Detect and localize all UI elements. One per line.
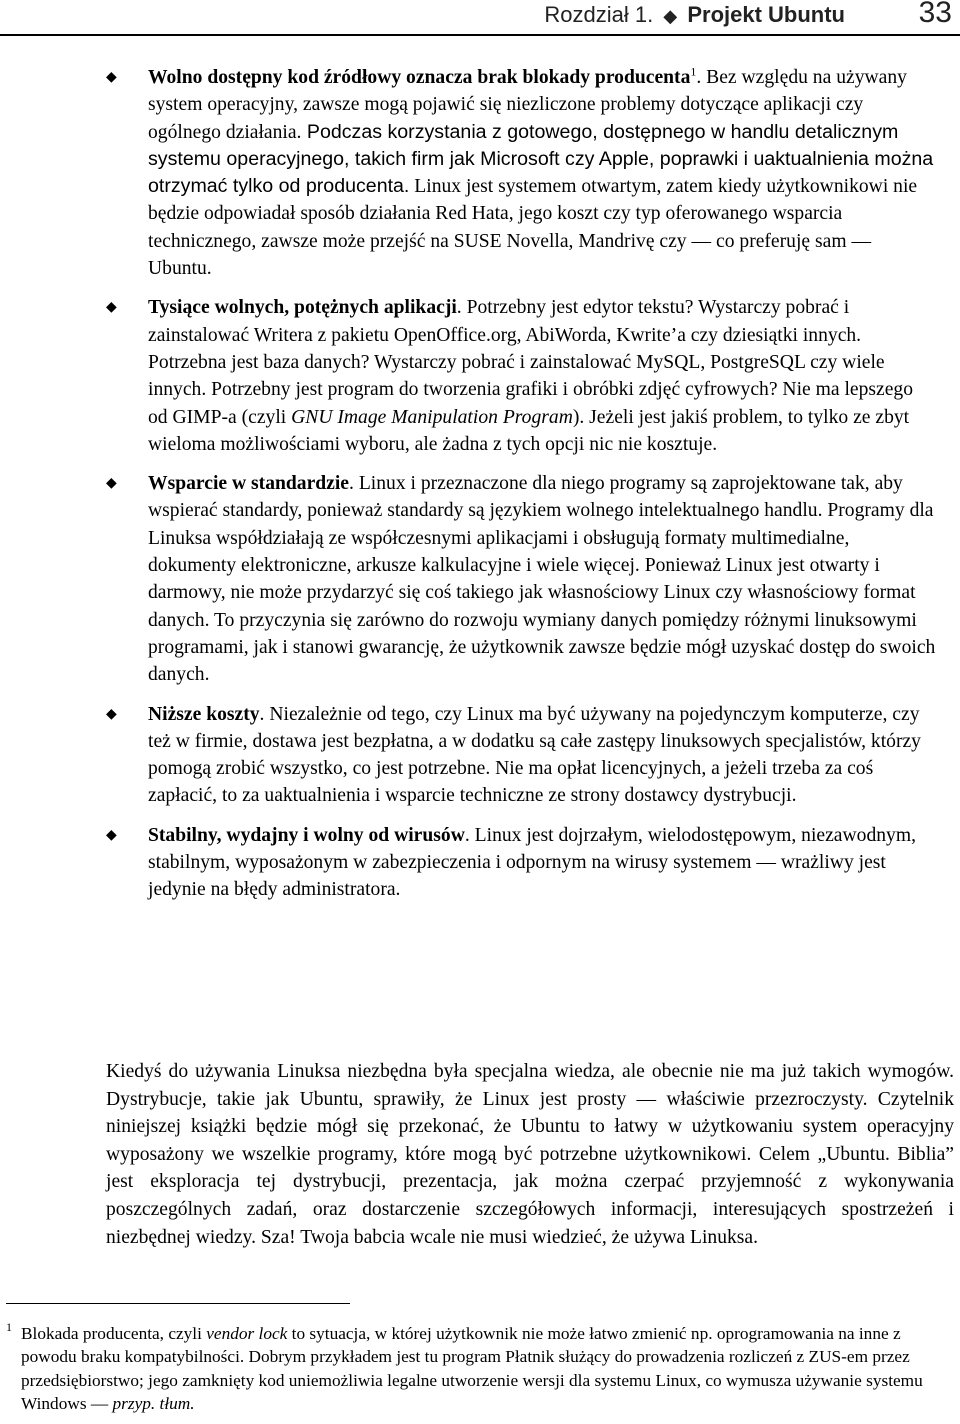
bullet-text: . Potrzebny jest edytor tekstu? Wystarczy pobrać i zainstalować Writera z pakietu OpenOffice.org, AbiWorda, Kwrite’a czy dziesiątki innych. Potrzebna jest baza danych? Wystarczy pobrać i zainstalować MySQL, PostgreSQL czy wiele innych. Potrzebny jest program do tworzenia grafiki i obróbki zdjęć cyfrowych? Nie ma lepszego od GIMP-a (czyli [148,297,913,428]
bullet-lead: Stabilny, wydajny i wolny od wirusów [148,824,465,846]
bullet-item-stability [106,822,936,904]
bullet-text: . Linux i przeznaczone dla niego programy są zaprojektowane tak, aby wspierać standardy, ponieważ standardy są językiem wolnego intelektualnego handlu. Programy dla Linuksa współdziałają ze współczesnymi aplikacjami i obsługują formaty multimedialne, dokumenty elektroniczne, arkusze kalkulacyjne i wiele więcej. Ponieważ Linux jest otwarty i darmowy, nie może przydarzyć się coś takiego jak własnościowy Linux czy własnościowy format danych. To przyczynia się zarówno do rozwoju wymiany danych pomiędzy różnymi linuksowymi programami, jak i stanowi gwarancję, że użytkownik zawsze będzie mógł uzyskać dostęp do swoich danych. [148,473,936,686]
running-head [544,2,845,28]
page-header [0,0,960,40]
diamond-bullet-icon: ◆ [106,475,117,492]
bullet-list [106,64,936,916]
bullet-lead: Wolno dostępny kod źródłowy oznacza brak blokady producenta [148,67,691,88]
bullet-italic: GNU Image Manipulation Program [291,406,573,428]
footnote [6,1322,954,1416]
footnote-ref: 1 [690,64,697,79]
body-paragraph: Kiedyś do używania Linuksa niezbędna była specjalna wiedza, ale obecnie nie ma już takich wymogów. Dystrybucje, takie jak Ubuntu, sprawiły, że Linux jest prosty — właściwie przezroczysty. Czytelnik niniejszej książki będzie mógł się przekonać, że Ubuntu to łatwy w użytkowaniu system operacyjny wyposażony we wszelkie programy, które mogą być potrzebne użytkownikowi. Celem „Ubuntu. Biblia” jest eksploracja tej dystrybucji, prezentacja, jak można czerpać przyjemność z wykonywania poszczególnych zadań, oraz dostarczenie szczegółowych informacji, interesujących spostrzeżeń i niezbędnej wiedzy. Sza! Twoja babcia wcale nie musi wiedzieć, że używa Linuksa. [106,1061,954,1248]
bullet-text: . Bez względu na używany system operacyjny, zawsze mogą pojawić się niezliczone problemy dotyczące aplikacji czy ogólnego działania. [148,67,907,143]
diamond-bullet-icon: ◆ [106,826,117,843]
footnote-text: Blokada producenta, czyli [21,1324,207,1343]
footnote-rule [6,1303,350,1304]
header-rule [0,34,960,36]
footnote-italic: vendor lock [206,1324,288,1343]
bullet-text: . Linux jest dojrzałym, wielodostępowym, niezawodnym, stabilnym, wyposażonym w zabezpieczenia i odpornym na wirusy systemem — wrażliwy jest jedynie na błędy administratora. [148,824,916,901]
bullet-item-applications [106,294,936,458]
diamond-bullet-icon: ◆ [106,705,117,722]
bullet-text: . Niezależnie od tego, czy Linux ma być używany na pojedynczym komputerze, czy też w firmie, dostawa jest bezpłatna, a w dodatku są całe zastępy linuksowych specjalistów, którzy pomogą zrobić wszystko, co jest potrzebne. Nie ma opłat licencyjnych, a jeżeli trzeba za coś zapłacić, to za uaktualnienia i wsparcie techniczne ze strony dostawcy dystrybucji. [148,703,921,807]
diamond-bullet-icon: ◆ [106,69,117,85]
bullet-item-vendor-lock [106,64,936,282]
bullet-text-cont: ). Jeżeli jest jakiś problem, to tylko ze zbyt wieloma możliwościami wyboru, ale żadna z tych opcji nic nie kosztuje. [148,406,910,455]
bullet-item-costs [106,701,936,810]
footnote-number: 1 [6,1320,12,1334]
diamond-icon: ◆ [663,6,678,26]
diamond-bullet-icon: ◆ [106,299,117,316]
chapter-title: Projekt Ubuntu [687,2,845,27]
bullet-text-sans: Podczas korzystania z gotowego, dostępnego w handlu detalicznym systemu operacyjnego, takich firm jak Microsoft czy Apple, poprawki i uaktualnienia można otrzymać tylko od producenta. [148,120,934,198]
chapter-label: Rozdział 1. [544,2,654,27]
bullet-lead: Niższe koszty [148,703,260,725]
footnote-translator-note: przyp. tłum. [112,1394,195,1414]
bullet-lead: Wsparcie w standardzie [148,473,350,495]
footnote-text-cont: to sytuacja, w której użytkownik nie może łatwo zmienić np. oprogramowania na inne z powodu braku kompatybilności. Dobrym przykładem jest tu program Płatnik służący do prowadzenia rozliczeń z ZUS-em przez przedsiębiorstwo; jego zamknięty kod uniemożliwia legalne utworzenie wersji dla systemu Linux, co wymusza używanie systemu Windows — [21,1324,923,1414]
footnote-body [6,1322,954,1416]
page-number: 33 [918,0,952,29]
bullet-item-standards [106,470,936,688]
bullet-lead: Tysiące wolnych, potężnych aplikacji [148,297,457,319]
bullet-text-cont: Linux jest systemem otwartym, zatem kiedy użytkownikowi nie będzie odpowiadał sposób działania Red Hata, jego koszt czy typ oferowanego wsparcia technicznego, zawsze może przejść na SUSE Novella, Mandrivę czy — co preferuję sam — Ubuntu. [148,176,918,280]
